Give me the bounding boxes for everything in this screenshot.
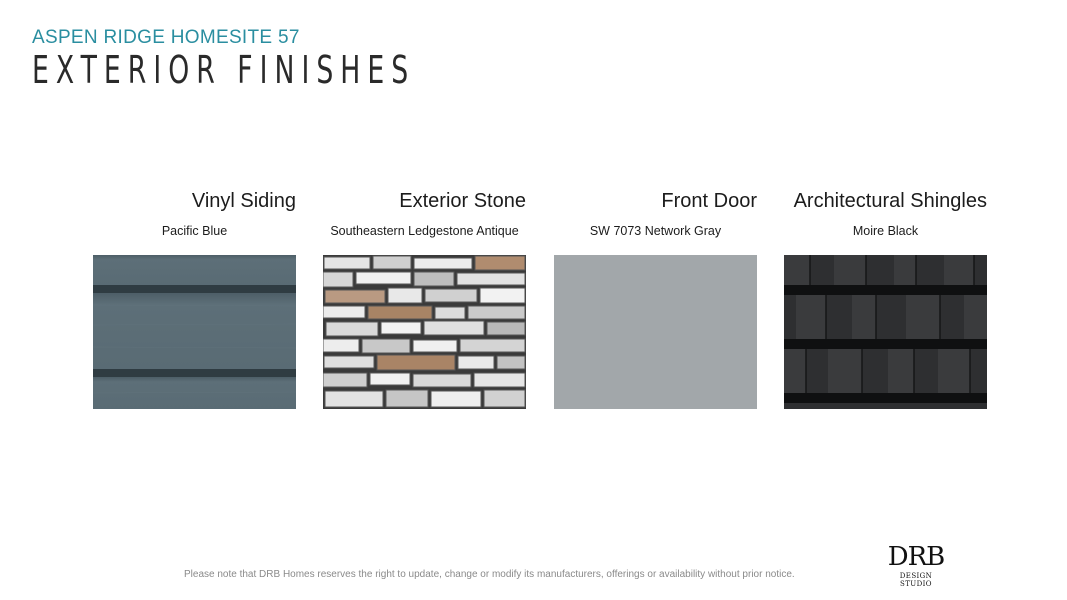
finish-card-exterior-stone <box>323 190 526 238</box>
finish-category: Architectural Shingles <box>793 190 987 212</box>
finish-category: Front Door <box>661 190 757 212</box>
disclaimer-text: Please note that DRB Homes reserves the right to update, change or modify its manufacturers, offerings or availability without prior notice. <box>184 569 795 580</box>
vinyl-siding-swatch <box>93 255 296 409</box>
vinyl-siding-image <box>93 255 296 409</box>
page-title: EXTERIOR FINISHES <box>32 48 416 92</box>
finishes-grid <box>93 190 987 410</box>
architectural-shingles-swatch <box>784 255 987 409</box>
finish-selection: Pacific Blue <box>161 224 228 238</box>
page-header <box>32 26 523 90</box>
homesite-subtitle: ASPEN RIDGE HOMESITE 57 <box>32 27 300 48</box>
finish-category: Exterior Stone <box>399 190 526 212</box>
finish-selection: Moire Black <box>852 224 919 238</box>
finish-selection: Southeastern Ledgestone Antique <box>330 224 519 238</box>
shingles-image <box>784 255 987 409</box>
logo-mark: DRB <box>887 542 945 572</box>
logo-tagline: DESIGN STUDIO <box>899 572 933 588</box>
exterior-stone-swatch <box>323 255 526 409</box>
finish-category: Vinyl Siding <box>191 190 296 212</box>
front-door-color-swatch <box>554 255 757 409</box>
finish-card-architectural-shingles <box>784 190 987 238</box>
finish-card-front-door <box>554 190 757 238</box>
finish-card-vinyl-siding <box>93 190 296 238</box>
drb-design-studio-logo <box>884 544 948 588</box>
finish-selection: SW 7073 Network Gray <box>589 224 722 238</box>
stacked-stone-image <box>323 255 526 409</box>
